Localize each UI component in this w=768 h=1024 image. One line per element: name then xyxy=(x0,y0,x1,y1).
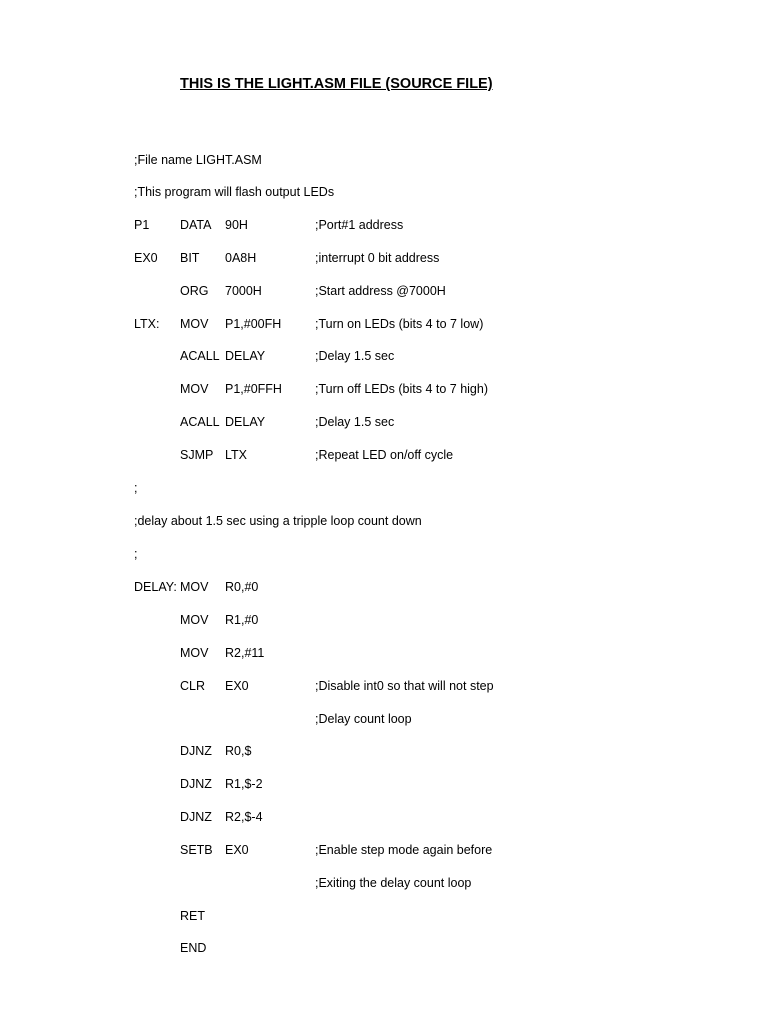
code-operand: DELAY xyxy=(225,349,266,363)
code-opcode: SJMP xyxy=(180,448,214,462)
code-opcode: DJNZ xyxy=(180,810,212,824)
code-comment: ;Port#1 address xyxy=(315,218,404,232)
comment-line: ; xyxy=(134,547,138,561)
code-comment: ;Turn on LEDs (bits 4 to 7 low) xyxy=(315,317,484,331)
code-line xyxy=(0,939,768,957)
code-opcode: DJNZ xyxy=(180,777,212,791)
code-operand: 90H xyxy=(225,218,248,232)
code-opcode: ACALL xyxy=(180,415,220,429)
code-label: EX0 xyxy=(134,251,158,265)
code-line xyxy=(0,742,768,760)
code-comment: ;Exiting the delay count loop xyxy=(315,876,472,890)
code-line xyxy=(0,249,768,267)
code-operand: P1,#0FFH xyxy=(225,382,282,396)
code-operand: 0A8H xyxy=(225,251,257,265)
code-label: P1 xyxy=(134,218,150,232)
code-operand: R2,#11 xyxy=(225,646,265,660)
code-operand: R0,#0 xyxy=(225,580,259,594)
code-opcode: MOV xyxy=(180,646,209,660)
code-line xyxy=(0,578,768,596)
code-line xyxy=(0,611,768,629)
code-comment: ;Start address @7000H xyxy=(315,284,446,298)
code-opcode: MOV xyxy=(180,613,209,627)
code-opcode: SETB xyxy=(180,843,213,857)
code-operand: R2,$-4 xyxy=(225,810,263,824)
code-line xyxy=(0,446,768,464)
code-line xyxy=(0,841,768,859)
code-operand: R1,$-2 xyxy=(225,777,263,791)
code-opcode: DATA xyxy=(180,218,212,232)
code-operand: R0,$ xyxy=(225,744,252,758)
comment-line: ;delay about 1.5 sec using a tripple loop count down xyxy=(134,514,422,528)
code-opcode: ACALL xyxy=(180,349,220,363)
code-line xyxy=(0,151,768,169)
code-line xyxy=(0,347,768,365)
page-title: THIS IS THE LIGHT.ASM FILE (SOURCE FILE) xyxy=(180,76,493,92)
code-opcode: MOV xyxy=(180,317,209,331)
code-line xyxy=(0,874,768,892)
code-operand: EX0 xyxy=(225,843,249,857)
comment-line: ;This program will flash output LEDs xyxy=(134,185,335,199)
code-comment: ;Delay 1.5 sec xyxy=(315,415,395,429)
code-line xyxy=(0,183,768,201)
code-line xyxy=(0,380,768,398)
code-line xyxy=(0,479,768,497)
code-comment: ;Enable step mode again before xyxy=(315,843,493,857)
code-line xyxy=(0,545,768,563)
code-line xyxy=(0,710,768,728)
code-label: DELAY: xyxy=(134,580,177,594)
comment-line: ; xyxy=(134,481,138,495)
code-opcode: CLR xyxy=(180,679,206,693)
code-opcode: MOV xyxy=(180,382,209,396)
code-opcode: RET xyxy=(180,909,205,923)
code-line xyxy=(0,282,768,300)
code-comment: ;Delay 1.5 sec xyxy=(315,349,395,363)
code-operand: R1,#0 xyxy=(225,613,259,627)
code-operand: DELAY xyxy=(225,415,266,429)
code-opcode: MOV xyxy=(180,580,209,594)
code-opcode: END xyxy=(180,941,207,955)
code-label: LTX: xyxy=(134,317,160,331)
code-opcode: DJNZ xyxy=(180,744,212,758)
code-comment: ;Disable int0 so that will not step xyxy=(315,679,494,693)
code-operand: LTX xyxy=(225,448,247,462)
code-line xyxy=(0,216,768,234)
code-comment: ;Turn off LEDs (bits 4 to 7 high) xyxy=(315,382,488,396)
code-line xyxy=(0,808,768,826)
code-comment: ;interrupt 0 bit address xyxy=(315,251,440,265)
code-line xyxy=(0,315,768,333)
code-line xyxy=(0,512,768,530)
code-comment: ;Repeat LED on/off cycle xyxy=(315,448,454,462)
code-line xyxy=(0,677,768,695)
comment-line: ;File name LIGHT.ASM xyxy=(134,153,262,167)
code-opcode: BIT xyxy=(180,251,200,265)
code-line xyxy=(0,907,768,925)
code-line xyxy=(0,775,768,793)
code-line xyxy=(0,644,768,662)
code-operand: P1,#00FH xyxy=(225,317,282,331)
code-line xyxy=(0,413,768,431)
code-opcode: ORG xyxy=(180,284,209,298)
code-comment: ;Delay count loop xyxy=(315,712,412,726)
code-operand: EX0 xyxy=(225,679,249,693)
code-operand: 7000H xyxy=(225,284,262,298)
